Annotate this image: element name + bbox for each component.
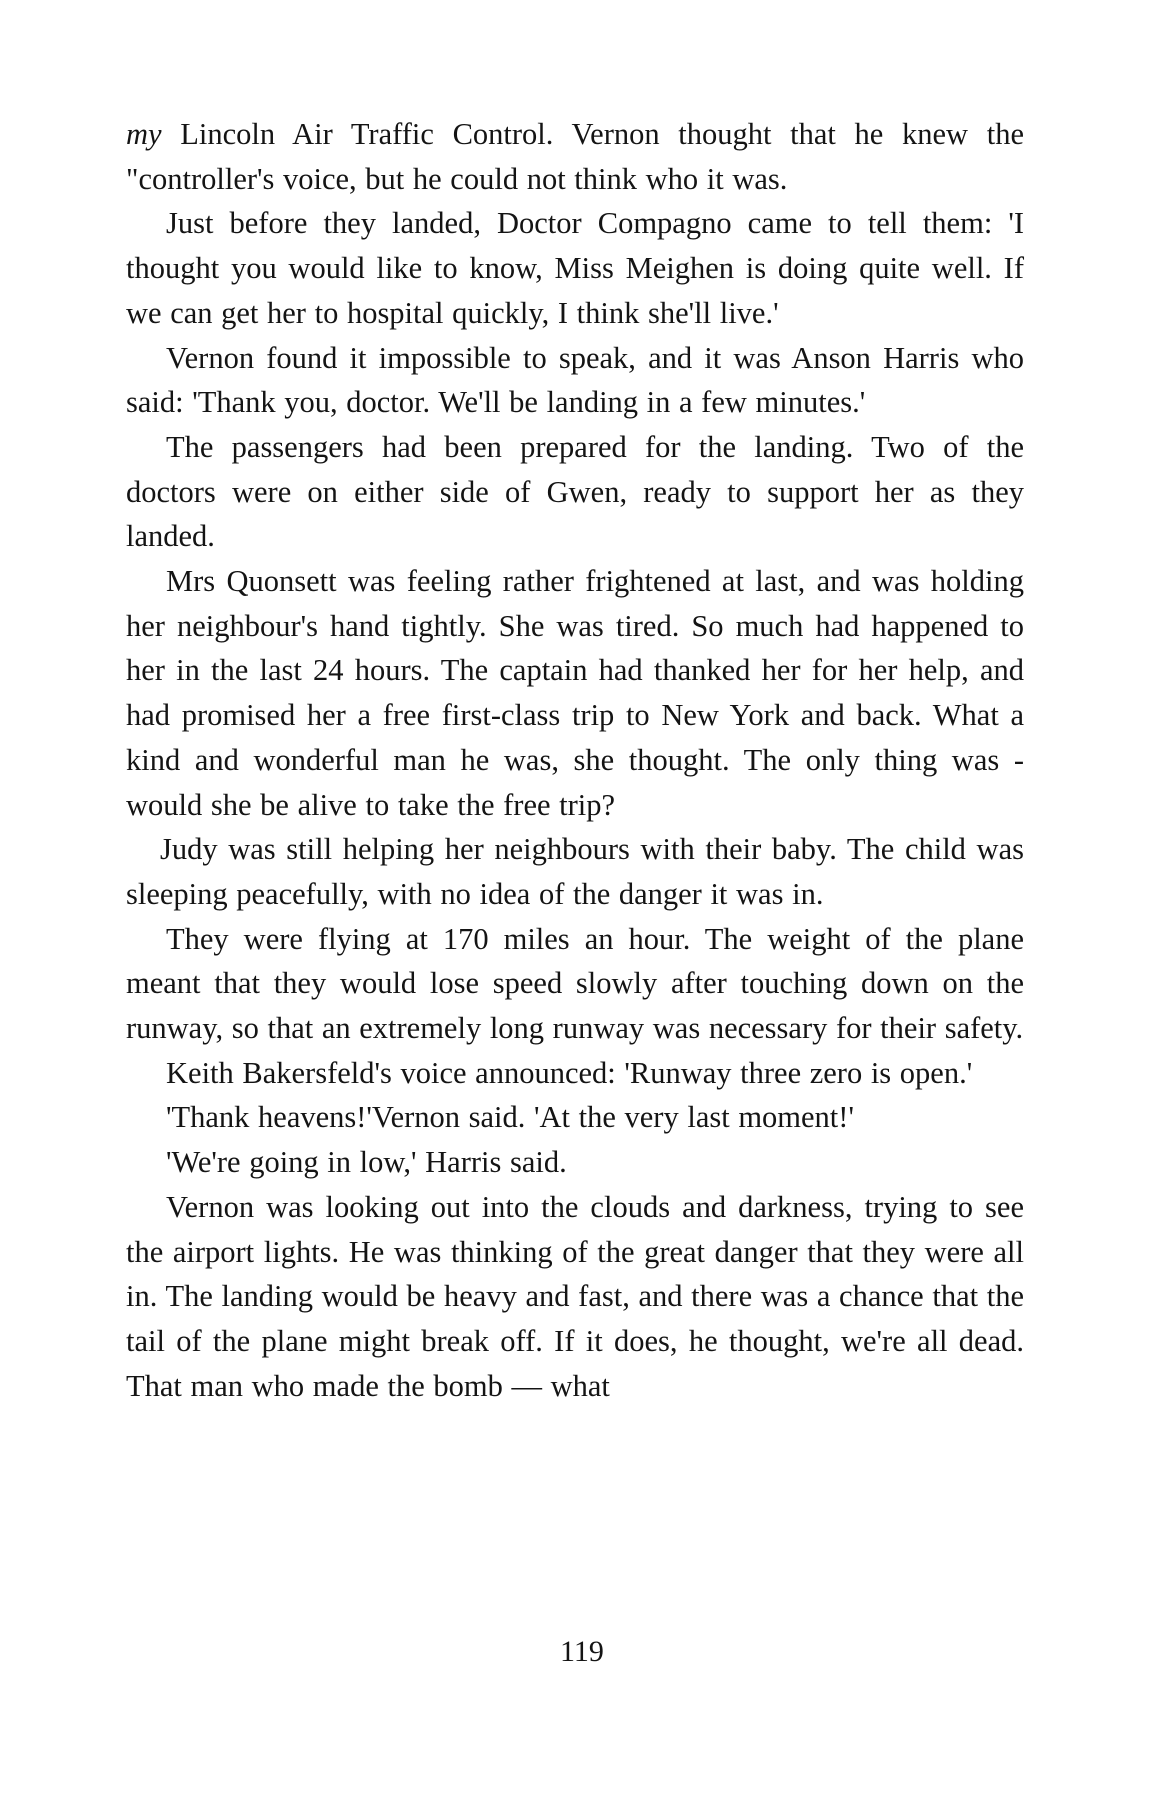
paragraph: 'We're going in low,' Harris said. (166, 1145, 567, 1180)
paragraph: The passengers had been prepared for the landing. Two of the doctors were on either side of Gwen, ready to support her as they landed. (126, 429, 1024, 554)
paragraph: Keith Bakersfeld's voice announced: 'Runway three zero is open.' (166, 1055, 973, 1090)
body-text (126, 112, 1024, 1408)
paragraph: Just before they landed, Doctor Compagno came to tell them: 'I thought you would like to know, Miss Meighen is doing quite well. If we can get her to hospital quickly, I think she'll live.' (126, 206, 1024, 330)
paragraph: Vernon was looking out into the clouds and darkness, trying to see the airport lights. He was thinking of the great danger that they were all in. The landing would be heavy and fast, and there was a chance that the tail of the plane might break off. If it does, he thought, we're all dead. That man who made the bomb — what (126, 1189, 1024, 1403)
paragraph: Judy was still helping her neighbours with their baby. The child was sleeping peacefully, with no idea of the danger it was in. (126, 832, 1024, 911)
paragraph: Vernon found it impossible to speak, and it was Anson Harris who said: 'Thank you, doctor. We'll be landing in a few minutes.' (126, 340, 1024, 420)
paragraph: Mrs Quonsett was feeling rather frightened at last, and was holding her neighbour's hand tightly. She was tired. So much had happened to her in the last 24 hours. The captain had thanked her for her help, and had promised her a free first-class trip to New York and back. What a kind and wonderful man he was, she thought. The only thing was - would she be alive to take the free trip? (126, 564, 1024, 822)
page-number: 119 (560, 1635, 604, 1668)
paragraph: 'Thank heavens!'Vernon said. 'At the very last moment!' (166, 1100, 854, 1135)
paragraph: my Lincoln Air Traffic Control. Vernon thought that he knew the "controller's voice, but he could not think who it was. (126, 117, 1024, 196)
italic-lead: my (126, 117, 162, 151)
paragraph: They were flying at 170 miles an hour. The weight of the plane meant that they would lose speed slowly after touching down on the runway, so that an extremely long runway was necessary for their safety. (126, 921, 1024, 1046)
